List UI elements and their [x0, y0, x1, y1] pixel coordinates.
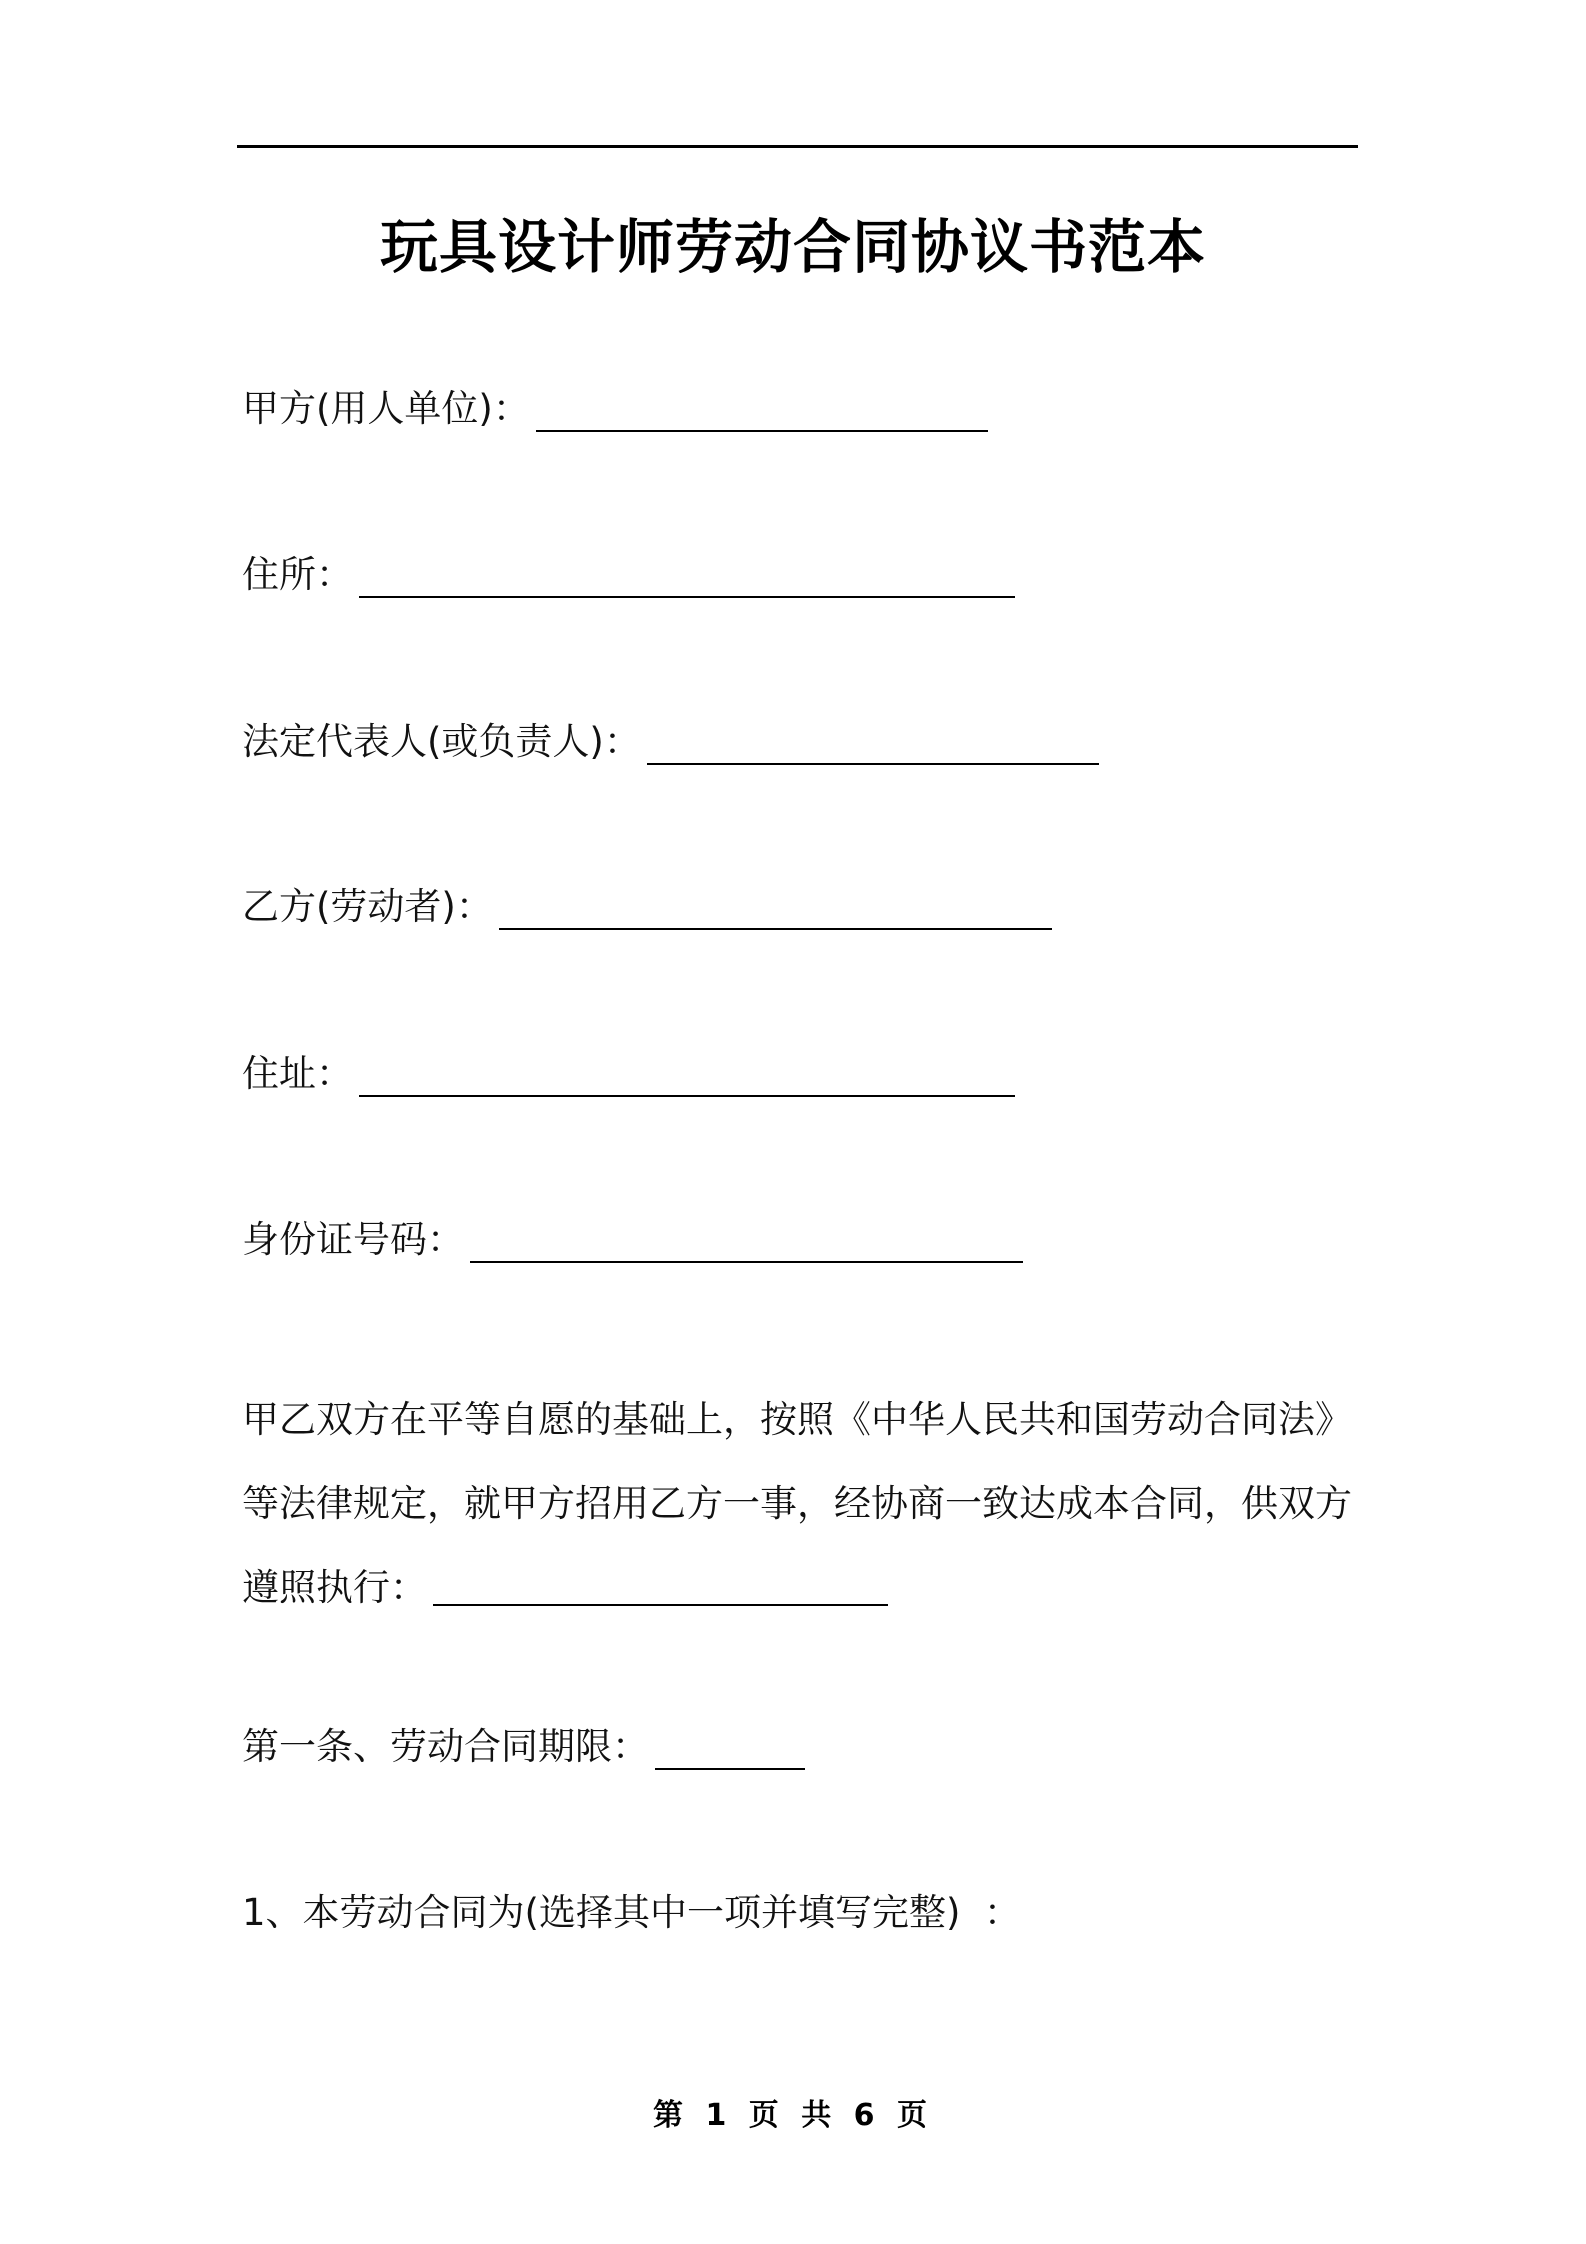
clause-1-text: 1、本劳动合同为(选择其中一项并填写完整) ：	[242, 1891, 1021, 1934]
field-id-number-blank[interactable]	[470, 1217, 1023, 1263]
preamble-text: 甲乙双方在平等自愿的基础上，按照《中华人民共和国劳动合同法》等法律规定，就甲方招用乙方一事，经协商一致达成本合同，供双方遵照执行：	[242, 1398, 1352, 1609]
article-1-blank[interactable]	[655, 1724, 805, 1770]
clause-1	[242, 1876, 1021, 1936]
field-employee-blank[interactable]	[499, 884, 1052, 930]
article-1-heading-text: 第一条、劳动合同期限：	[242, 1725, 649, 1768]
field-legal-representative-label: 法定代表人(或负责人)：	[242, 720, 641, 763]
field-residence	[242, 1037, 1015, 1097]
preamble-blank[interactable]	[433, 1564, 888, 1606]
field-employee-label: 乙方(劳动者)：	[242, 885, 493, 928]
field-employer-label: 甲方(用人单位)：	[242, 387, 530, 430]
field-legal-representative	[242, 705, 1099, 765]
field-id-number-label: 身份证号码：	[242, 1218, 464, 1261]
field-id-number	[242, 1203, 1023, 1263]
field-employee	[242, 870, 1052, 930]
field-residence-label: 住址：	[242, 1052, 353, 1095]
header-rule	[237, 145, 1358, 148]
field-address-label: 住所：	[242, 553, 353, 596]
field-address	[242, 538, 1015, 598]
field-employer	[242, 372, 988, 432]
article-1-heading	[242, 1710, 805, 1770]
document-title: 玩具设计师劳动合同协议书范本	[379, 213, 1206, 281]
field-residence-blank[interactable]	[359, 1051, 1015, 1097]
field-address-blank[interactable]	[359, 552, 1015, 598]
page-indicator: 第 1 页 共 6 页	[653, 2098, 933, 2133]
field-legal-representative-blank[interactable]	[647, 719, 1099, 765]
preamble-paragraph	[242, 1378, 1362, 1630]
field-employer-blank[interactable]	[536, 386, 988, 432]
